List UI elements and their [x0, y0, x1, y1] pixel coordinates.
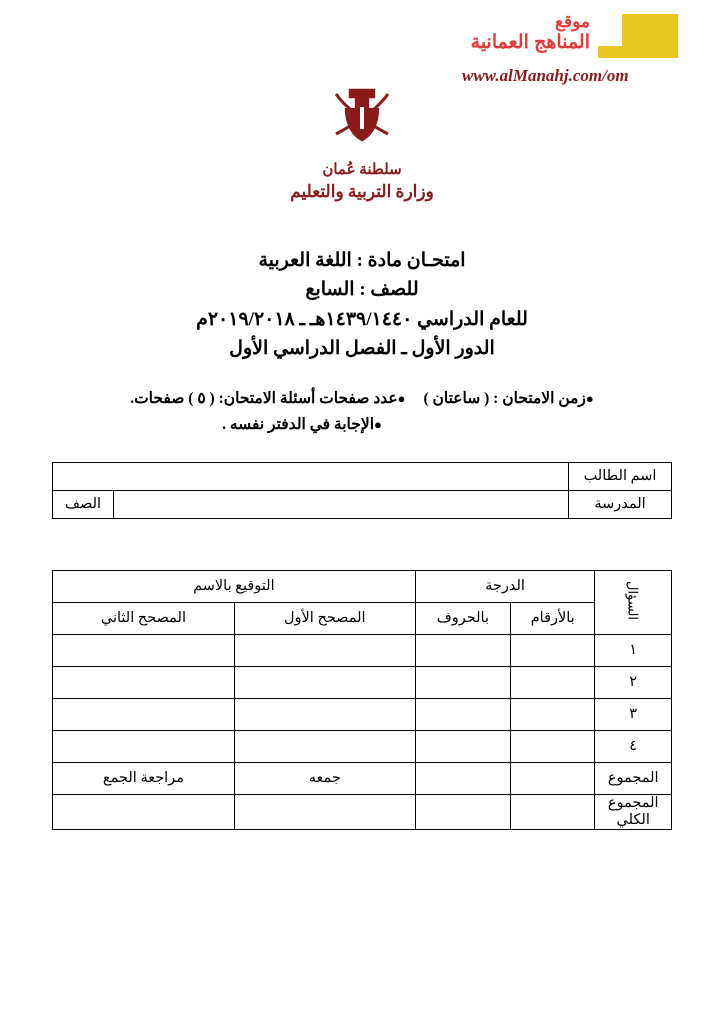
marks-row-number: ٣	[595, 699, 672, 731]
national-emblem-block	[0, 78, 724, 202]
marks-row-digits[interactable]	[511, 667, 595, 699]
marks-table	[52, 570, 672, 830]
marks-header-first-corrector: المصحح الأول	[234, 603, 415, 635]
exam-session-line: الدور الأول ـ الفصل الدراسي الأول	[229, 338, 495, 360]
watermark-line-1: موقع	[554, 12, 590, 31]
watermark-url: www.alManahj.com/om	[462, 66, 629, 85]
table-row	[53, 491, 672, 519]
marks-total-digits[interactable]	[511, 763, 595, 795]
class-label: الصف	[53, 491, 114, 519]
bullet-icon: ●	[397, 391, 406, 406]
exam-pages-note: عدد صفحات أسئلة الامتحان: ( ٥ ) صفحات.	[130, 390, 398, 407]
marks-row-letters[interactable]	[415, 635, 510, 667]
table-row-grand-total	[53, 795, 672, 830]
table-header-row	[53, 571, 672, 603]
marks-row-letters[interactable]	[415, 731, 510, 763]
exam-notes-block	[52, 386, 672, 439]
table-row-total	[53, 763, 672, 795]
marks-grand-total-label: المجموع الكلي	[595, 795, 672, 830]
marks-row-sig1[interactable]	[234, 667, 415, 699]
marks-row-digits[interactable]	[511, 699, 595, 731]
school-label: المدرسة	[569, 491, 672, 519]
marks-total-sig1[interactable]: جمعه	[234, 763, 415, 795]
exam-time-note: زمن الامتحان : ( ساعتان )	[423, 390, 586, 407]
marks-row-number: ١	[595, 635, 672, 667]
bullet-icon: ●	[585, 391, 594, 406]
table-row	[53, 731, 672, 763]
table-row	[53, 699, 672, 731]
watermark-line-2: المناهج العمانية	[470, 32, 590, 53]
marks-row-letters[interactable]	[415, 667, 510, 699]
exam-subject-line: امتحـان مادة : اللغة العربية	[258, 250, 466, 271]
marks-header-grade: الدرجة	[415, 571, 595, 603]
table-row	[53, 667, 672, 699]
table-row	[53, 463, 672, 491]
school-value[interactable]	[114, 491, 569, 519]
watermark-logo-shape	[622, 14, 678, 58]
student-name-value[interactable]	[53, 463, 569, 491]
watermark-logo-shape-secondary	[598, 46, 624, 58]
marks-total-sig2[interactable]: مراجعة الجمع	[53, 763, 235, 795]
marks-row-sig2[interactable]	[53, 699, 235, 731]
student-name-label: اسم الطالب	[569, 463, 672, 491]
exam-grade-line: للصف : السابع	[305, 279, 419, 301]
marks-header-signature: التوقيع بالاسم	[53, 571, 416, 603]
table-row	[53, 635, 672, 667]
table-header-row	[53, 603, 672, 635]
marks-grand-total-sig1[interactable]	[234, 795, 415, 830]
exam-note-row-2	[52, 412, 672, 438]
marks-header-in-letters: بالحروف	[415, 603, 510, 635]
exam-answer-note: الإجابة في الدفتر نفسه .	[222, 416, 374, 434]
emblem-country-text: سلطنة عُمان	[322, 162, 402, 178]
marks-header-question-number	[595, 571, 672, 635]
exam-title-block	[0, 246, 724, 364]
bullet-icon: ●	[374, 417, 382, 433]
exam-year-line: للعام الدراسي ١٤٣٩/١٤٤٠هـ ـ ٢٠١٩/٢٠١٨م	[196, 308, 528, 330]
marks-header-question-number-label: السؤال	[625, 580, 641, 620]
marks-header-second-corrector: المصحح الثاني	[53, 603, 235, 635]
marks-row-sig2[interactable]	[53, 731, 235, 763]
marks-total-letters[interactable]	[415, 763, 510, 795]
marks-row-sig1[interactable]	[234, 635, 415, 667]
marks-row-sig2[interactable]	[53, 667, 235, 699]
marks-row-sig1[interactable]	[234, 699, 415, 731]
marks-row-number: ٤	[595, 731, 672, 763]
marks-header-in-digits: بالأرقام	[511, 603, 595, 635]
marks-grand-total-letters[interactable]	[415, 795, 510, 830]
student-info-table	[52, 462, 672, 519]
marks-row-sig1[interactable]	[234, 731, 415, 763]
emblem-ministry-text: وزارة التربية والتعليم	[290, 182, 434, 201]
marks-grand-total-digits[interactable]	[511, 795, 595, 830]
oman-national-emblem-khanjar-icon	[302, 78, 422, 158]
marks-total-label: المجموع	[595, 763, 672, 795]
marks-row-digits[interactable]	[511, 731, 595, 763]
exam-note-row-1	[52, 386, 672, 412]
marks-row-sig2[interactable]	[53, 635, 235, 667]
marks-row-letters[interactable]	[415, 699, 510, 731]
marks-row-number: ٢	[595, 667, 672, 699]
marks-grand-total-sig2[interactable]	[53, 795, 235, 830]
marks-row-digits[interactable]	[511, 635, 595, 667]
